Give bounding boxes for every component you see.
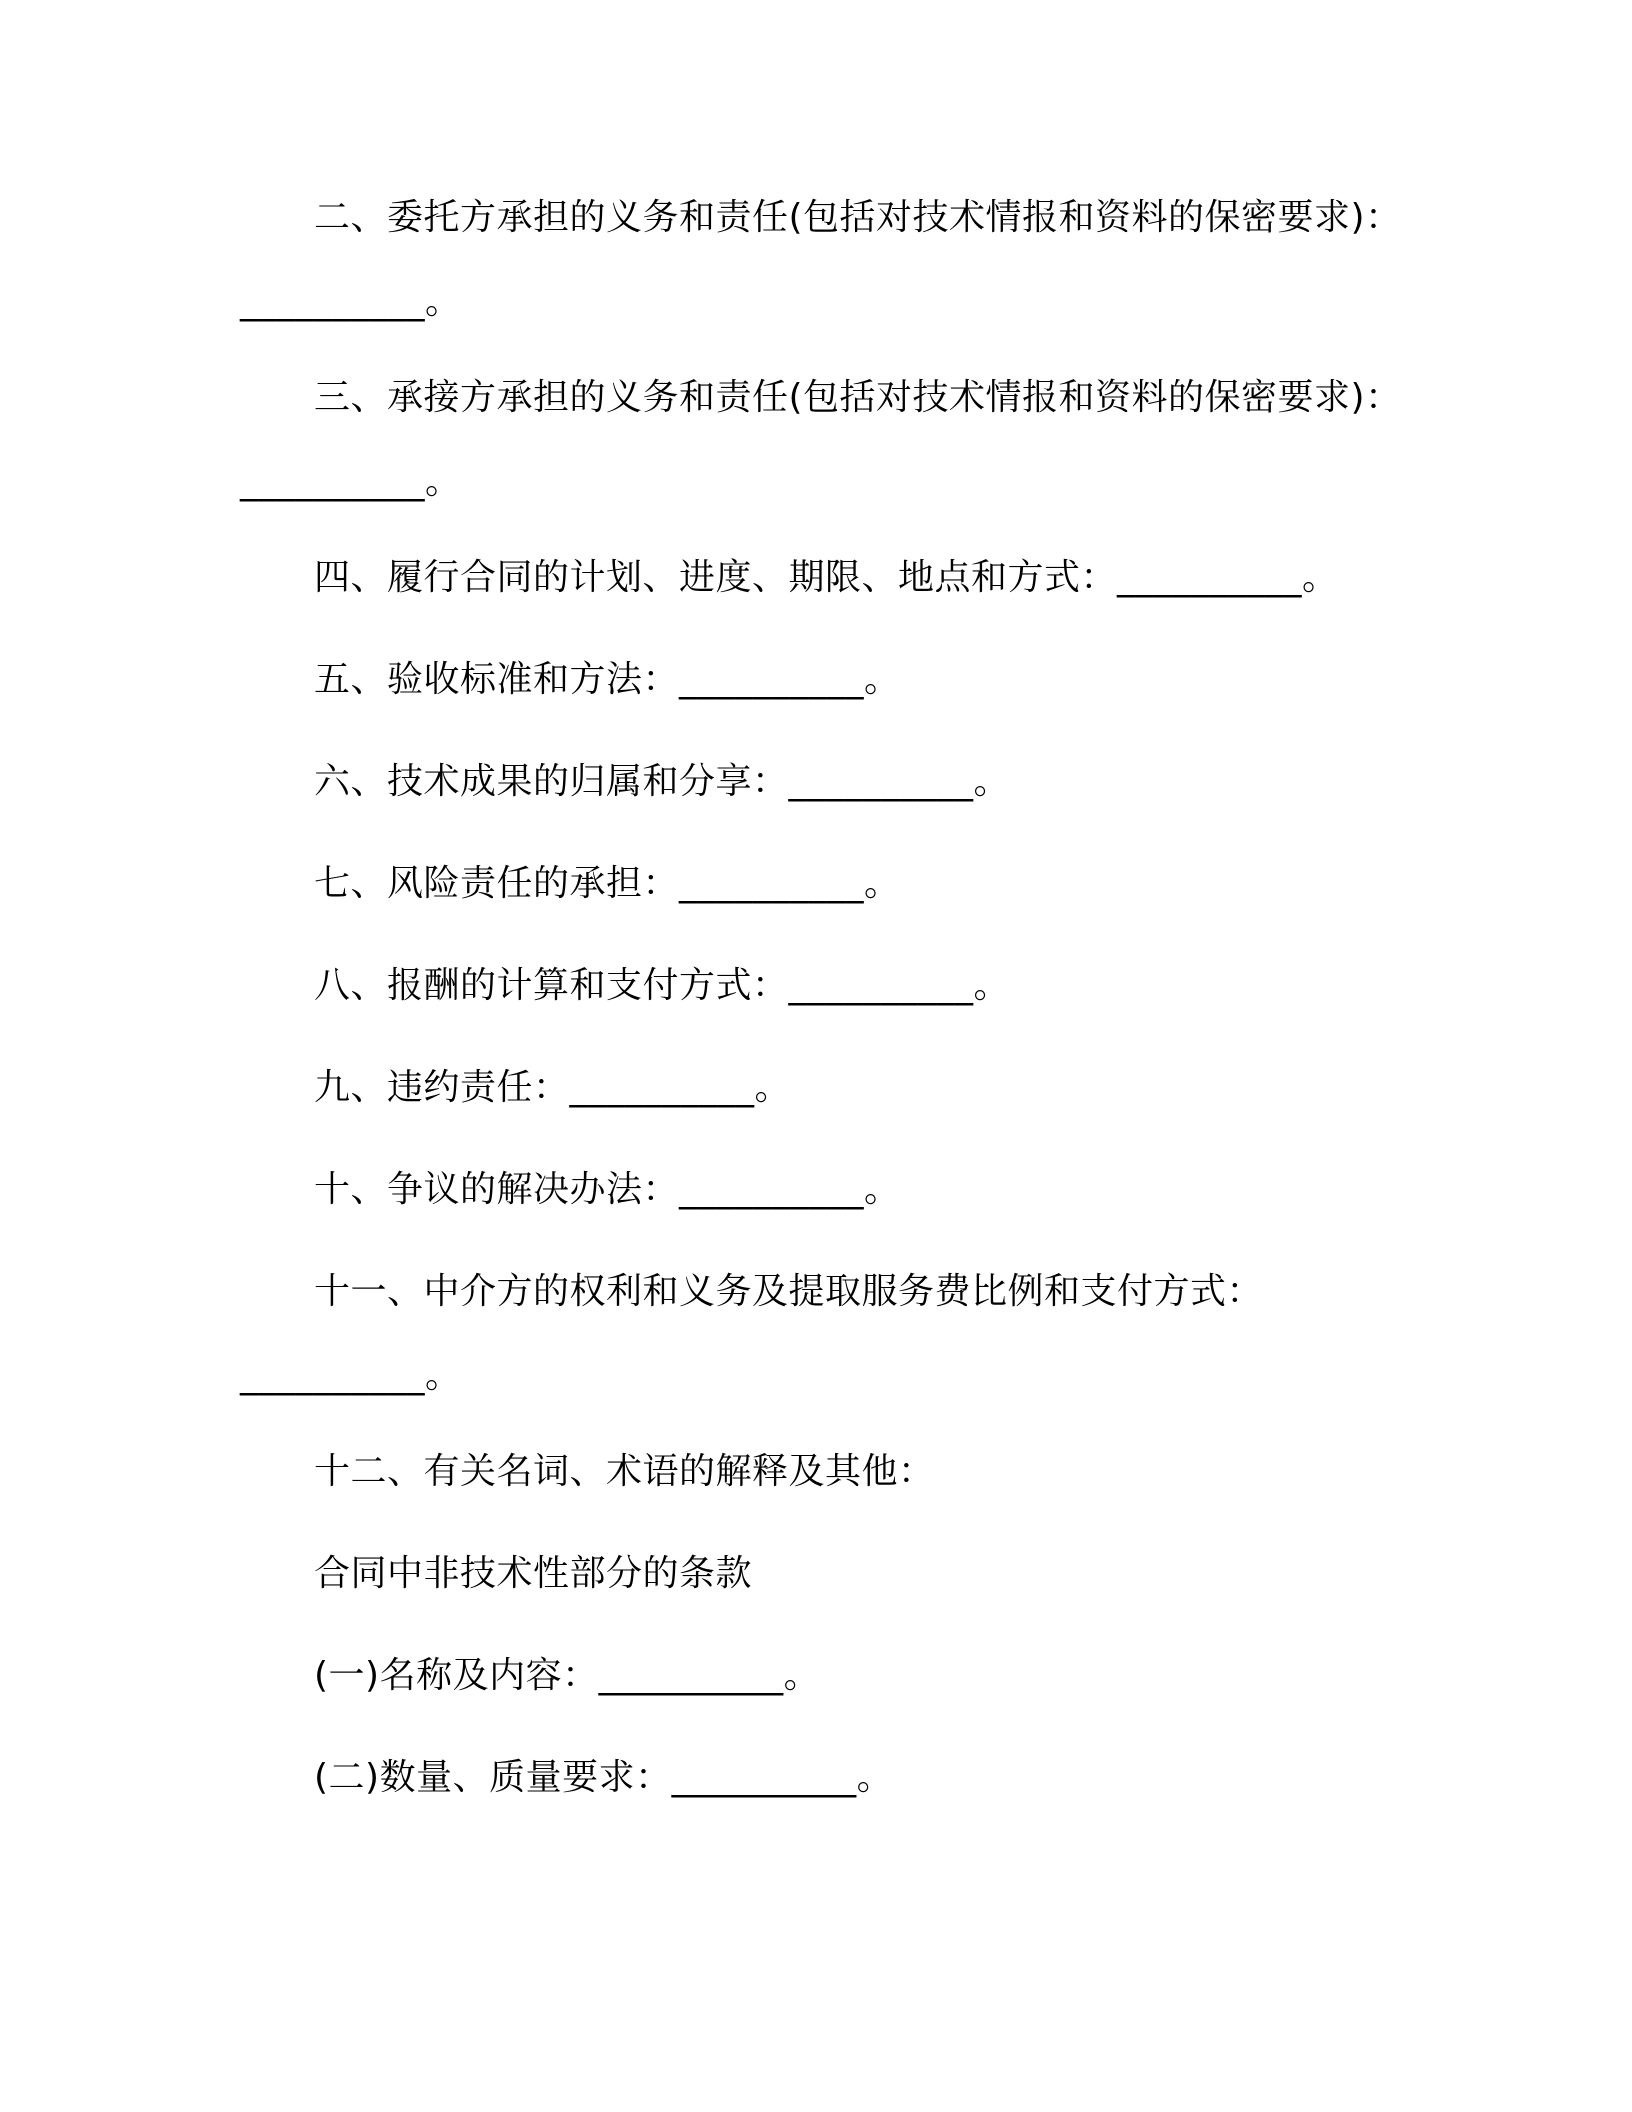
clause-3: 三、承接方承担的义务和责任(包括对技术情报和资料的保密要求)： [314,377,1402,418]
clause-12: 十二、有关名词、术语的解释及其他： [314,1451,935,1492]
item-1: (一)名称及内容：__________。 [314,1655,821,1696]
clause-11-blank: __________。 [240,1355,462,1396]
clause-11: 十一、中介方的权利和义务及提取服务费比例和支付方式： [314,1271,1264,1312]
clause-2-blank: __________。 [240,281,462,322]
clause-5: 五、验收标准和方法：__________。 [314,659,901,700]
clause-7: 七、风险责任的承担：__________。 [314,863,901,904]
clause-8: 八、报酬的计算和支付方式：__________。 [314,965,1011,1006]
clause-10: 十、争议的解决办法：__________。 [314,1169,901,1210]
clause-6: 六、技术成果的归属和分享：__________。 [314,761,1011,802]
clause-2: 二、委托方承担的义务和责任(包括对技术情报和资料的保密要求)： [314,197,1402,238]
clause-9: 九、违约责任：__________。 [314,1067,792,1108]
clause-4: 四、履行合同的计划、进度、期限、地点和方式：__________。 [314,557,1339,598]
item-2: (二)数量、质量要求：__________。 [314,1757,894,1798]
clause-3-blank: __________。 [240,461,462,502]
section-heading-non-technical: 合同中非技术性部分的条款 [314,1553,753,1594]
